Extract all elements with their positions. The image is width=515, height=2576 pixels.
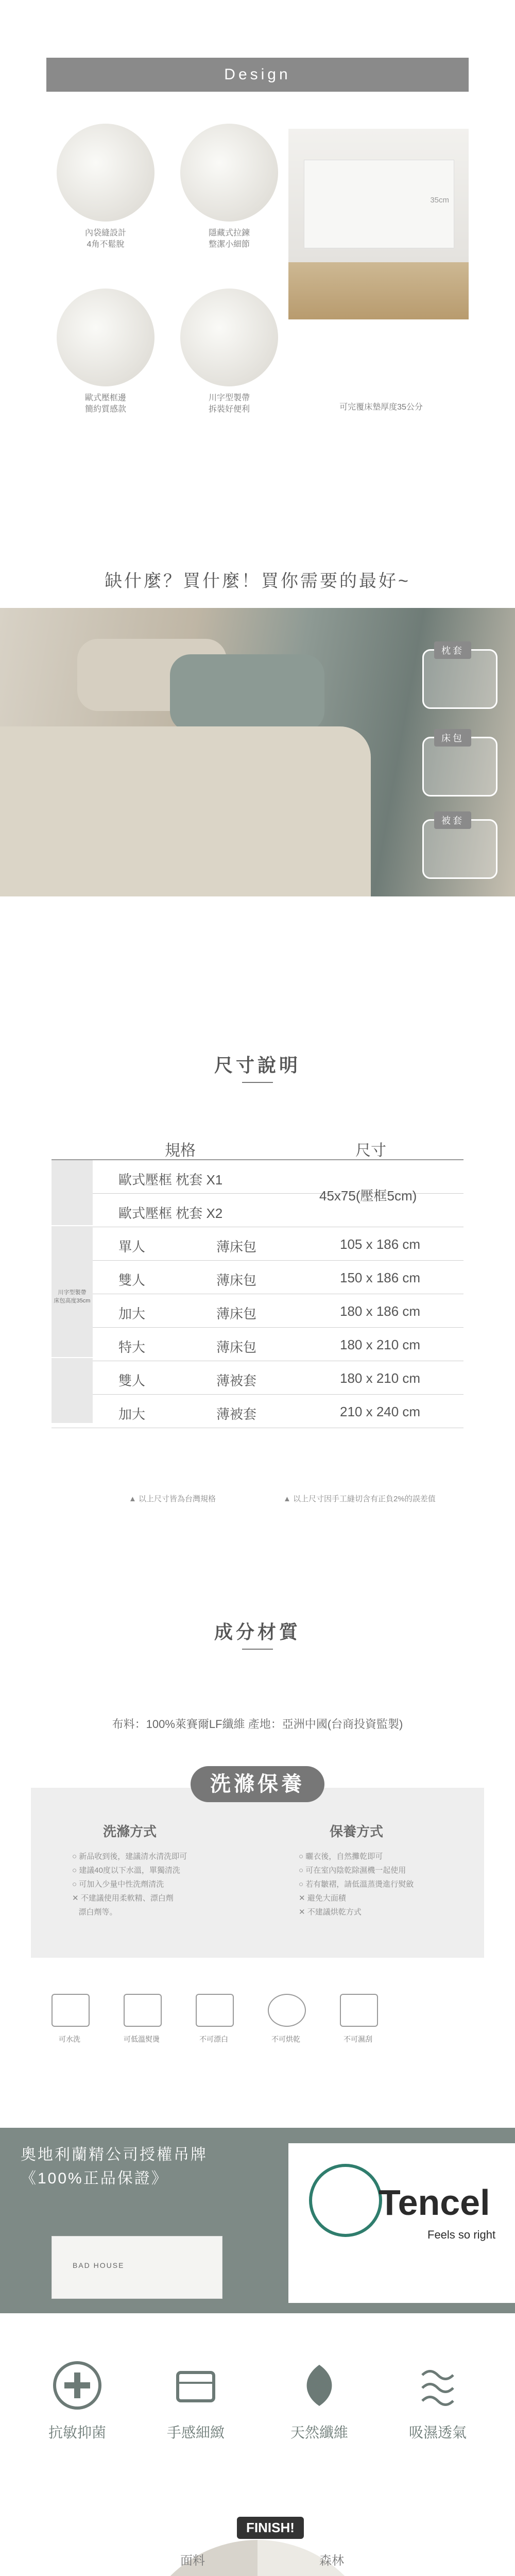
table-row: 特大 薄床包 180 x 210 cm: [52, 1328, 464, 1361]
pillow-shape: [170, 654, 324, 732]
feature-label: 手感細緻: [166, 2425, 225, 2441]
detail-caption: 內袋縫設計 4角不鬆脫: [84, 229, 126, 249]
size-title: 尺寸說明: [214, 1055, 301, 1076]
size-note-left: ▲ 以上尺寸皆為台灣規格: [129, 1495, 216, 1503]
icon-label: 不可濕刮: [344, 2035, 372, 2043]
care-method-list: [299, 1850, 474, 1919]
finish-badge: FINISH!: [237, 2517, 304, 2539]
detail-caption: 川字型製帶 拆裝好便利: [208, 394, 250, 414]
title-divider: [242, 1082, 273, 1083]
tencel-logo-word: Tencel: [379, 2182, 490, 2223]
list-item: ○ 新品收到後，建議清水清洗即可: [72, 1852, 187, 1861]
hangtag-image: [52, 2236, 222, 2299]
header-size: 尺寸: [355, 1142, 386, 1159]
strap-note: 川字型製帶 床包高度35cm: [54, 1290, 91, 1304]
tencel-logo-sub: Feels so right: [427, 2228, 496, 2241]
leaf-icon: [294, 2360, 345, 2411]
material-title: 成分材質: [214, 1621, 301, 1642]
icon-label: 可水洗: [59, 2035, 80, 2043]
callout-duvet-cover: 被套: [422, 819, 497, 879]
airflow-icon: [412, 2360, 464, 2411]
eco-label-forest: 森林: [319, 2554, 344, 2568]
list-item: ✕ 不建議烘乾方式: [299, 1908, 362, 1917]
detail-image-strap: [180, 289, 278, 386]
no-dry-clean-icon: [340, 1994, 378, 2027]
detail-image-pillow-frame: [57, 289, 154, 386]
list-item: 漂白劑等。: [78, 1908, 117, 1917]
size-note-right: ▲ 以上尺寸因手工縫切含有正負2%的誤差值: [283, 1495, 436, 1503]
fitted-sheet-icon: [52, 1226, 93, 1357]
title-divider: [242, 1649, 273, 1650]
hangtag-brand: BAD HOUSE: [73, 2261, 125, 2269]
tencel-authorization-text: 奧地利蘭精公司授權吊牌 《100%正品保證》: [21, 2146, 208, 2187]
size-table-header: [52, 1128, 464, 1160]
feature-label: 天然纖維: [290, 2425, 348, 2441]
low-iron-icon: [124, 1994, 162, 2027]
plus-icon: [52, 2360, 103, 2411]
duvet-shape: [0, 726, 371, 896]
tencel-logo: [288, 2143, 515, 2303]
table-row: 歐式壓框 枕套 X1: [52, 1160, 464, 1194]
wash-method-list: [72, 1850, 247, 1919]
wash-title: 洗滌保養: [191, 1766, 324, 1802]
care-method-title: 保養方式: [330, 1824, 384, 1839]
list-item: ✕ 避免大面積: [299, 1894, 346, 1903]
list-item: ○ 可加入少量中性洗劑清洗: [72, 1880, 164, 1889]
table-row: 加大 薄被套 210 x 240 cm: [52, 1395, 464, 1428]
material-text: 布料：100%萊賽爾LF纖維 產地：亞洲中國(台商投資監製): [112, 1718, 403, 1731]
table-row: 單人 薄床包 105 x 186 cm: [52, 1227, 464, 1261]
bed-caption: 可完覆床墊厚度35公分: [339, 403, 423, 412]
header-spec: 規格: [165, 1142, 196, 1159]
no-tumble-dry-icon: [268, 1994, 306, 2027]
table-row: 歐式壓框 枕套 X2 45x75(壓框5cm): [52, 1194, 464, 1227]
list-item: ✕ 不建議使用柔軟精、漂白劑: [72, 1894, 174, 1903]
list-item: ○ 曬衣後，自然攤乾即可: [299, 1852, 383, 1861]
list-item: ○ 建議40度以下水溫，單獨清洗: [72, 1866, 180, 1875]
list-item: ○ 可在室內陰乾除濕機一起使用: [299, 1866, 406, 1875]
list-item: ○ 若有皺褶，請低溫蒸燙進行熨斂: [299, 1880, 414, 1889]
detail-image-inner-pocket: [57, 124, 154, 222]
feature-label: 吸濕透氣: [408, 2425, 467, 2441]
slogan: 缺什麼？買什麼！買你需要的最好~: [105, 571, 410, 591]
design-section: [0, 0, 515, 464]
pillowcase-icon: [52, 1160, 93, 1225]
duvet-cover-icon: [52, 1358, 93, 1423]
depth-tag: 35cm: [430, 196, 449, 205]
fabric-icon: [170, 2360, 221, 2411]
eco-label-fabric: 面料: [180, 2554, 205, 2568]
wash-method-title: 洗滌方式: [103, 1824, 157, 1839]
size-table: [52, 1128, 464, 1428]
callout-pillowcase: 枕套: [422, 649, 497, 709]
icon-label: 不可烘乾: [271, 2035, 300, 2043]
care-icons: [31, 1994, 484, 2056]
eco-ring-image: [134, 2540, 381, 2576]
detail-caption: 隱藏式拉鍊 整潔小細節: [208, 229, 250, 249]
bedding-photo: [0, 608, 515, 896]
bed-sheet-image: [288, 129, 469, 319]
callout-fitted-sheet: 床包: [422, 737, 497, 796]
table-row: 雙人 薄床包 150 x 186 cm: [52, 1261, 464, 1294]
icon-label: 不可漂白: [199, 2035, 228, 2043]
ecological-diagram: [103, 2499, 412, 2576]
hand-wash-icon: [52, 1994, 90, 2027]
design-banner: Design: [46, 58, 469, 92]
no-bleach-icon: [196, 1994, 234, 2027]
tencel-leaf-icon: [309, 2164, 382, 2237]
table-row: 雙人 薄被套 180 x 210 cm: [52, 1361, 464, 1395]
table-row: 加大 薄床包 180 x 186 cm: [52, 1294, 464, 1328]
icon-label: 可低溫熨燙: [124, 2035, 160, 2043]
feature-label: 抗敏抑菌: [48, 2425, 106, 2441]
detail-caption: 歐式壓框邊 簡約質感款: [84, 394, 126, 414]
detail-image-zipper: [180, 124, 278, 222]
